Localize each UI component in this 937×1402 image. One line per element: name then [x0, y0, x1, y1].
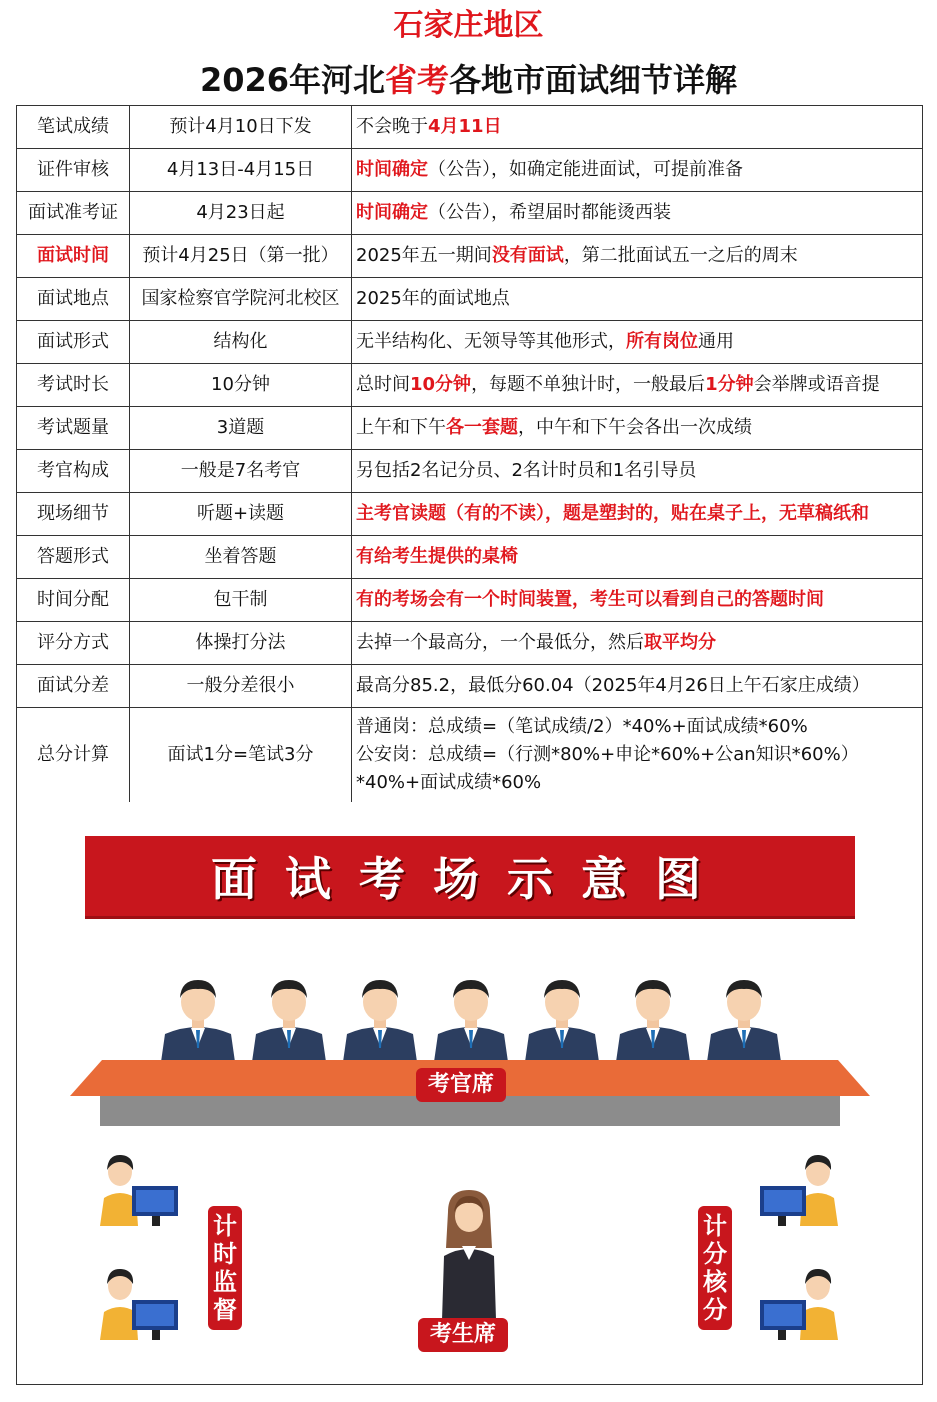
row-label: 现场细节	[17, 493, 130, 536]
row-note: 不会晚于4月11日	[352, 106, 923, 149]
timekeeper-icon	[98, 1262, 182, 1342]
row-note: 另包括2名记分员、2名计时员和1名引导员	[352, 450, 923, 493]
banner-text: 面试考场示意图	[211, 852, 729, 906]
formula-line: 普通岗：总成绩=（笔试成绩/2）*40%+面试成绩*60%	[356, 716, 808, 737]
table-row	[17, 149, 923, 192]
candidate-icon	[434, 1190, 504, 1320]
row-value: 预计4月25日（第一批）	[130, 235, 352, 278]
examiner-icon	[155, 972, 241, 1062]
main-title	[0, 58, 937, 102]
row-value: 一般是7名考官	[130, 450, 352, 493]
examiner-desk-label: 考官席	[416, 1068, 506, 1102]
row-value: 包干制	[130, 579, 352, 622]
row-note: 有给考生提供的桌椅	[352, 536, 923, 579]
row-label: 面试准考证	[17, 192, 130, 235]
row-note: 总时间10分钟，每题不单独计时，一般最后1分钟会举牌或语音提	[352, 364, 923, 407]
table-row	[17, 450, 923, 493]
row-value: 3道题	[130, 407, 352, 450]
examiner-icon	[428, 972, 514, 1062]
scorekeeper-icon	[756, 1148, 840, 1228]
row-note: 时间确定（公告），如确定能进面试，可提前准备	[352, 149, 923, 192]
table-row	[17, 106, 923, 149]
table-row	[17, 235, 923, 278]
table-row	[17, 364, 923, 407]
interview-details-table	[16, 105, 923, 803]
row-note: 主考官读题（有的不读），题是塑封的，贴在桌子上，无草稿纸和	[352, 493, 923, 536]
row-value: 听题+读题	[130, 493, 352, 536]
region-title: 石家庄地区	[393, 8, 544, 43]
table-row	[17, 536, 923, 579]
examiner-icon	[610, 972, 696, 1062]
row-label: 考试题量	[17, 407, 130, 450]
main-title-part2: 各地市面试细节详解	[449, 61, 738, 99]
row-label: 证件审核	[17, 149, 130, 192]
formula-line: 公安岗：总成绩=（行测*80%+申论*60%+公an知识*60%）	[356, 744, 859, 765]
formula-line: *40%+面试成绩*60%	[356, 772, 542, 793]
examiner-icon	[701, 972, 787, 1062]
row-label: 面试时间	[17, 235, 130, 278]
timekeeping-label: 计时监督	[208, 1206, 242, 1330]
row-value: 4月23日起	[130, 192, 352, 235]
row-note: 2025年五一期间没有面试，第二批面试五一之后的周末	[352, 235, 923, 278]
row-value: 4月13日-4月15日	[130, 149, 352, 192]
row-value: 结构化	[130, 321, 352, 364]
timekeeper-icon	[98, 1148, 182, 1228]
scorekeeper-icon	[756, 1262, 840, 1342]
table-row	[17, 407, 923, 450]
row-note: 无半结构化、无领导等其他形式，所有岗位通用	[352, 321, 923, 364]
main-title-highlight: 省考	[385, 61, 450, 99]
row-value: 坐着答题	[130, 536, 352, 579]
row-label: 总分计算	[17, 708, 130, 803]
table-row	[17, 192, 923, 235]
row-note: 去掉一个最高分，一个最低分，然后取平均分	[352, 622, 923, 665]
table-row	[17, 321, 923, 364]
table-row	[17, 708, 923, 803]
candidate-seat-label: 考生席	[418, 1318, 508, 1352]
row-label: 考试时长	[17, 364, 130, 407]
examiner-icon	[519, 972, 605, 1062]
row-value: 国家检察官学院河北校区	[130, 278, 352, 321]
row-label: 面试分差	[17, 665, 130, 708]
row-label: 面试地点	[17, 278, 130, 321]
row-label: 面试形式	[17, 321, 130, 364]
row-label: 评分方式	[17, 622, 130, 665]
row-note: 上午和下午各一套题，中午和下午会各出一次成绩	[352, 407, 923, 450]
row-note: 最高分85.2，最低分60.04（2025年4月26日上午石家庄成绩）	[352, 665, 923, 708]
row-label: 答题形式	[17, 536, 130, 579]
main-title-part1: 2026年河北	[199, 61, 386, 99]
row-value: 一般分差很小	[130, 665, 352, 708]
table-row	[17, 278, 923, 321]
examiner-icon	[246, 972, 332, 1062]
row-value: 10分钟	[130, 364, 352, 407]
table-row	[17, 579, 923, 622]
table-row	[17, 665, 923, 708]
table-row	[17, 493, 923, 536]
examiner-icon	[337, 972, 423, 1062]
row-note: 时间确定（公告），希望届时都能烫西装	[352, 192, 923, 235]
row-label: 笔试成绩	[17, 106, 130, 149]
row-value: 预计4月10日下发	[130, 106, 352, 149]
row-value: 体操打分法	[130, 622, 352, 665]
row-note	[352, 708, 923, 803]
diagram-banner	[85, 836, 855, 916]
row-note: 2025年的面试地点	[352, 278, 923, 321]
row-value: 面试1分=笔试3分	[130, 708, 352, 803]
row-note: 有的考场会有一个时间装置，考生可以看到自己的答题时间	[352, 579, 923, 622]
row-label: 考官构成	[17, 450, 130, 493]
table-row	[17, 622, 923, 665]
row-label: 时间分配	[17, 579, 130, 622]
scoring-label: 计分核分	[698, 1206, 732, 1330]
